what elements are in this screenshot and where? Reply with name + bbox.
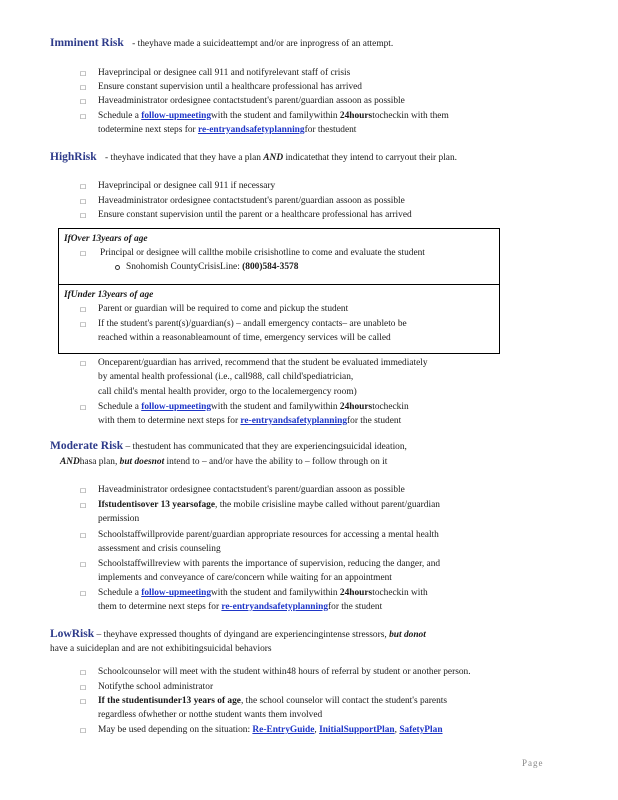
bullet-icon: □ [80, 211, 86, 220]
desc-text: - theyhave indicated that they have a plan [105, 153, 264, 163]
bold-text: If the studentisunder13 years of age [98, 696, 241, 706]
schedule-text: with the student and familywithin [211, 111, 340, 121]
page-footer: Page [522, 758, 544, 768]
body-text: May be used depending on the situation: [98, 725, 253, 735]
schedule-text: for the student [328, 602, 383, 612]
high-bullet-3: Ensure constant supervision until the parent or a healthcare professional has arrived [98, 210, 412, 220]
imminent-risk-description: - theyhave made a suicideattempt and/or are inprogress of an attempt. [132, 39, 394, 49]
schedule-text: Schedule a [98, 588, 142, 598]
high-after-3: call child's mental health provider, orgo to the localemergency room) [98, 387, 357, 397]
low-bullet-3-cont: regardless ofwhether or notthe student wants them involved [98, 710, 323, 720]
moderate-schedule-line-2 [98, 601, 382, 614]
bold-text: Ifstudentisover 13 yearsofage [98, 500, 215, 510]
bullet-icon: □ [80, 69, 86, 78]
circle-bullet-icon [115, 265, 120, 270]
high-bullet-2: Haveadministrator ordesignee contactstudent's parent/guardian assoon as possible [98, 196, 405, 206]
reentry-safety-planning-link[interactable]: re-entryandsafetyplanning [240, 416, 348, 426]
imminent-bullet-2: Ensure constant supervision until a healthcare professional has arrived [98, 82, 362, 92]
high-risk-heading: HighRisk [50, 151, 97, 163]
desc-emphasis: but donot [389, 630, 426, 640]
bullet-icon: □ [80, 486, 86, 495]
schedule-text: with them to determine next steps for [98, 416, 241, 426]
crisis-line-label: Snohomish CountyCrisisLine: [126, 262, 243, 272]
schedule-text: with the student and familywithin [211, 588, 340, 598]
imminent-bullet-1: Haveprincipal or designee call 911 and notifyrelevant staff of crisis [98, 68, 351, 78]
moderate-bullet-2-cont: permission [98, 514, 140, 524]
high-after-2: by amental health professional (i.e., call988, call child'spediatrician, [98, 372, 354, 382]
low-risk-heading-line [50, 628, 426, 642]
moderate-risk-description-cont [60, 456, 387, 469]
desc-text: – theyhave expressed thoughts of dyingand are experiencingintense stressors, [96, 630, 390, 640]
separator: , [314, 725, 320, 735]
safety-plan-link[interactable]: SafetyPlan [399, 725, 443, 735]
moderate-bullet-1: Haveadministrator ordesignee contactstudent's parent/guardian assoon as possible [98, 485, 405, 495]
schedule-text: tocheckin with [372, 588, 428, 598]
schedule-text: tocheckin [372, 402, 409, 412]
schedule-text: todetermine next steps for [98, 125, 198, 135]
reentry-guide-link[interactable]: Re-EntryGuide [252, 725, 315, 735]
bullet-icon: □ [80, 359, 86, 368]
crisis-line [126, 261, 298, 274]
bullet-icon: □ [80, 501, 86, 510]
desc-text: hasa plan, [79, 457, 120, 467]
high-after-1: Onceparent/guardian has arrived, recommend that the student be evaluated immediately [98, 358, 428, 368]
schedule-bold: 24hours [339, 402, 373, 412]
moderate-risk-description: – thestudent has communicated that they are experiencingsuicidal ideation, [125, 442, 407, 452]
bullet-icon: □ [80, 697, 86, 706]
low-bullet-2: Notifythe school administrator [98, 682, 214, 692]
desc-emphasis: AND [263, 153, 284, 163]
low-bullet-1: Schoolcounselor will meet with the student within48 hours of referral by student or another person. [98, 667, 471, 677]
under-13-bullet-2: If the student's parent(s)/guardian(s) – andall emergency contacts– are unableto be [98, 319, 407, 329]
bullet-icon: □ [80, 403, 86, 412]
follow-up-meeting-link[interactable]: follow-upmeeting [141, 111, 212, 121]
desc-emphasis: AND [60, 457, 80, 467]
crisis-line-phone: (800)584-3578 [242, 262, 299, 272]
schedule-text: tocheckin with them [372, 111, 449, 121]
imminent-risk-heading-line [50, 37, 393, 51]
under-13-bullet-2-cont: reached within a reasonableamount of time, emergency services will be called [98, 333, 391, 343]
over-13-title: IfOver 13years of age [64, 234, 148, 244]
desc-emphasis: but doesnot [119, 457, 165, 467]
desc-text: indicatethat they intend to carryout their plan. [283, 153, 457, 163]
under-13-bullet-1: Parent or guardian will be required to come and pickup the student [98, 304, 349, 314]
bullet-icon: □ [80, 249, 86, 258]
high-risk-description [105, 153, 457, 163]
bullet-icon: □ [80, 83, 86, 92]
bullet-icon: □ [80, 97, 86, 106]
schedule-bold: 24hours [339, 588, 373, 598]
moderate-bullet-4: Schoolstaffwillreview with parents the importance of supervision, reducing the danger, and [98, 559, 441, 569]
moderate-risk-heading-line [50, 440, 407, 454]
schedule-bold: 24hours [339, 111, 373, 121]
imminent-risk-heading: Imminent Risk [50, 37, 124, 49]
bullet-icon: □ [80, 320, 86, 329]
moderate-bullet-2 [98, 499, 440, 512]
bullet-icon: □ [80, 683, 86, 692]
bullet-icon: □ [80, 182, 86, 191]
reentry-safety-planning-link[interactable]: re-entryandsafetyplanning [221, 602, 329, 612]
schedule-text: them to determine next steps for [98, 602, 222, 612]
bullet-icon: □ [80, 197, 86, 206]
moderate-bullet-4-cont: implements and conveyance of care/concern while waiting for an appointment [98, 573, 392, 583]
moderate-risk-heading: Moderate Risk [50, 440, 124, 452]
moderate-schedule-line-1 [98, 587, 428, 600]
low-risk-description [96, 630, 425, 640]
bullet-icon: □ [80, 305, 86, 314]
low-bullet-3 [98, 695, 447, 708]
bullet-icon: □ [80, 726, 86, 735]
bullet-icon: □ [80, 531, 86, 540]
high-schedule-line-2 [98, 415, 401, 428]
body-text: , the mobile crisisline maybe called without parent/guardian [215, 500, 440, 510]
moderate-bullet-3-cont: assessment and crisis counseling [98, 544, 221, 554]
imminent-schedule-line-2 [98, 124, 356, 137]
reentry-safety-planning-link[interactable]: re-entryandsafetyplanning [197, 125, 305, 135]
desc-text: intend to – and/or have the ability to – follow through on it [164, 457, 388, 467]
low-bullet-4 [98, 724, 443, 737]
schedule-text: with the student and familywithin [211, 402, 340, 412]
high-bullet-1: Haveprincipal or designee call 911 if necessary [98, 181, 276, 191]
bullet-icon: □ [80, 112, 86, 121]
bullet-icon: □ [80, 589, 86, 598]
follow-up-meeting-link[interactable]: follow-upmeeting [141, 402, 212, 412]
follow-up-meeting-link[interactable]: follow-upmeeting [141, 588, 212, 598]
high-schedule-line-1 [98, 401, 409, 414]
schedule-text: Schedule a [98, 402, 142, 412]
low-risk-description-cont: have a suicideplan and are not exhibitingsuicidal behaviors [50, 644, 272, 654]
moderate-bullet-3: Schoolstaffwillprovide parent/guardian appropriate resources for accessing a mental health [98, 530, 439, 540]
body-text: , the school counselor will contact the student's parents [240, 696, 448, 706]
low-risk-heading: LowRisk [50, 628, 95, 640]
over-13-bullet: Principal or designee will callthe mobile crisishotline to come and evaluate the student [100, 248, 425, 258]
separator: , [394, 725, 400, 735]
under-13-title: IfUnder 13years of age [64, 290, 154, 300]
bullet-icon: □ [80, 560, 86, 569]
initial-support-plan-link[interactable]: InitialSupportPlan [319, 725, 395, 735]
high-risk-heading-line [50, 151, 457, 165]
imminent-schedule-line-1 [98, 110, 449, 123]
imminent-bullet-3: Haveadministrator ordesignee contactstudent's parent/guardian assoon as possible [98, 96, 405, 106]
bullet-icon: □ [80, 668, 86, 677]
schedule-text: for thestudent [304, 125, 357, 135]
schedule-text: for the student [347, 416, 402, 426]
schedule-text: Schedule a [98, 111, 142, 121]
